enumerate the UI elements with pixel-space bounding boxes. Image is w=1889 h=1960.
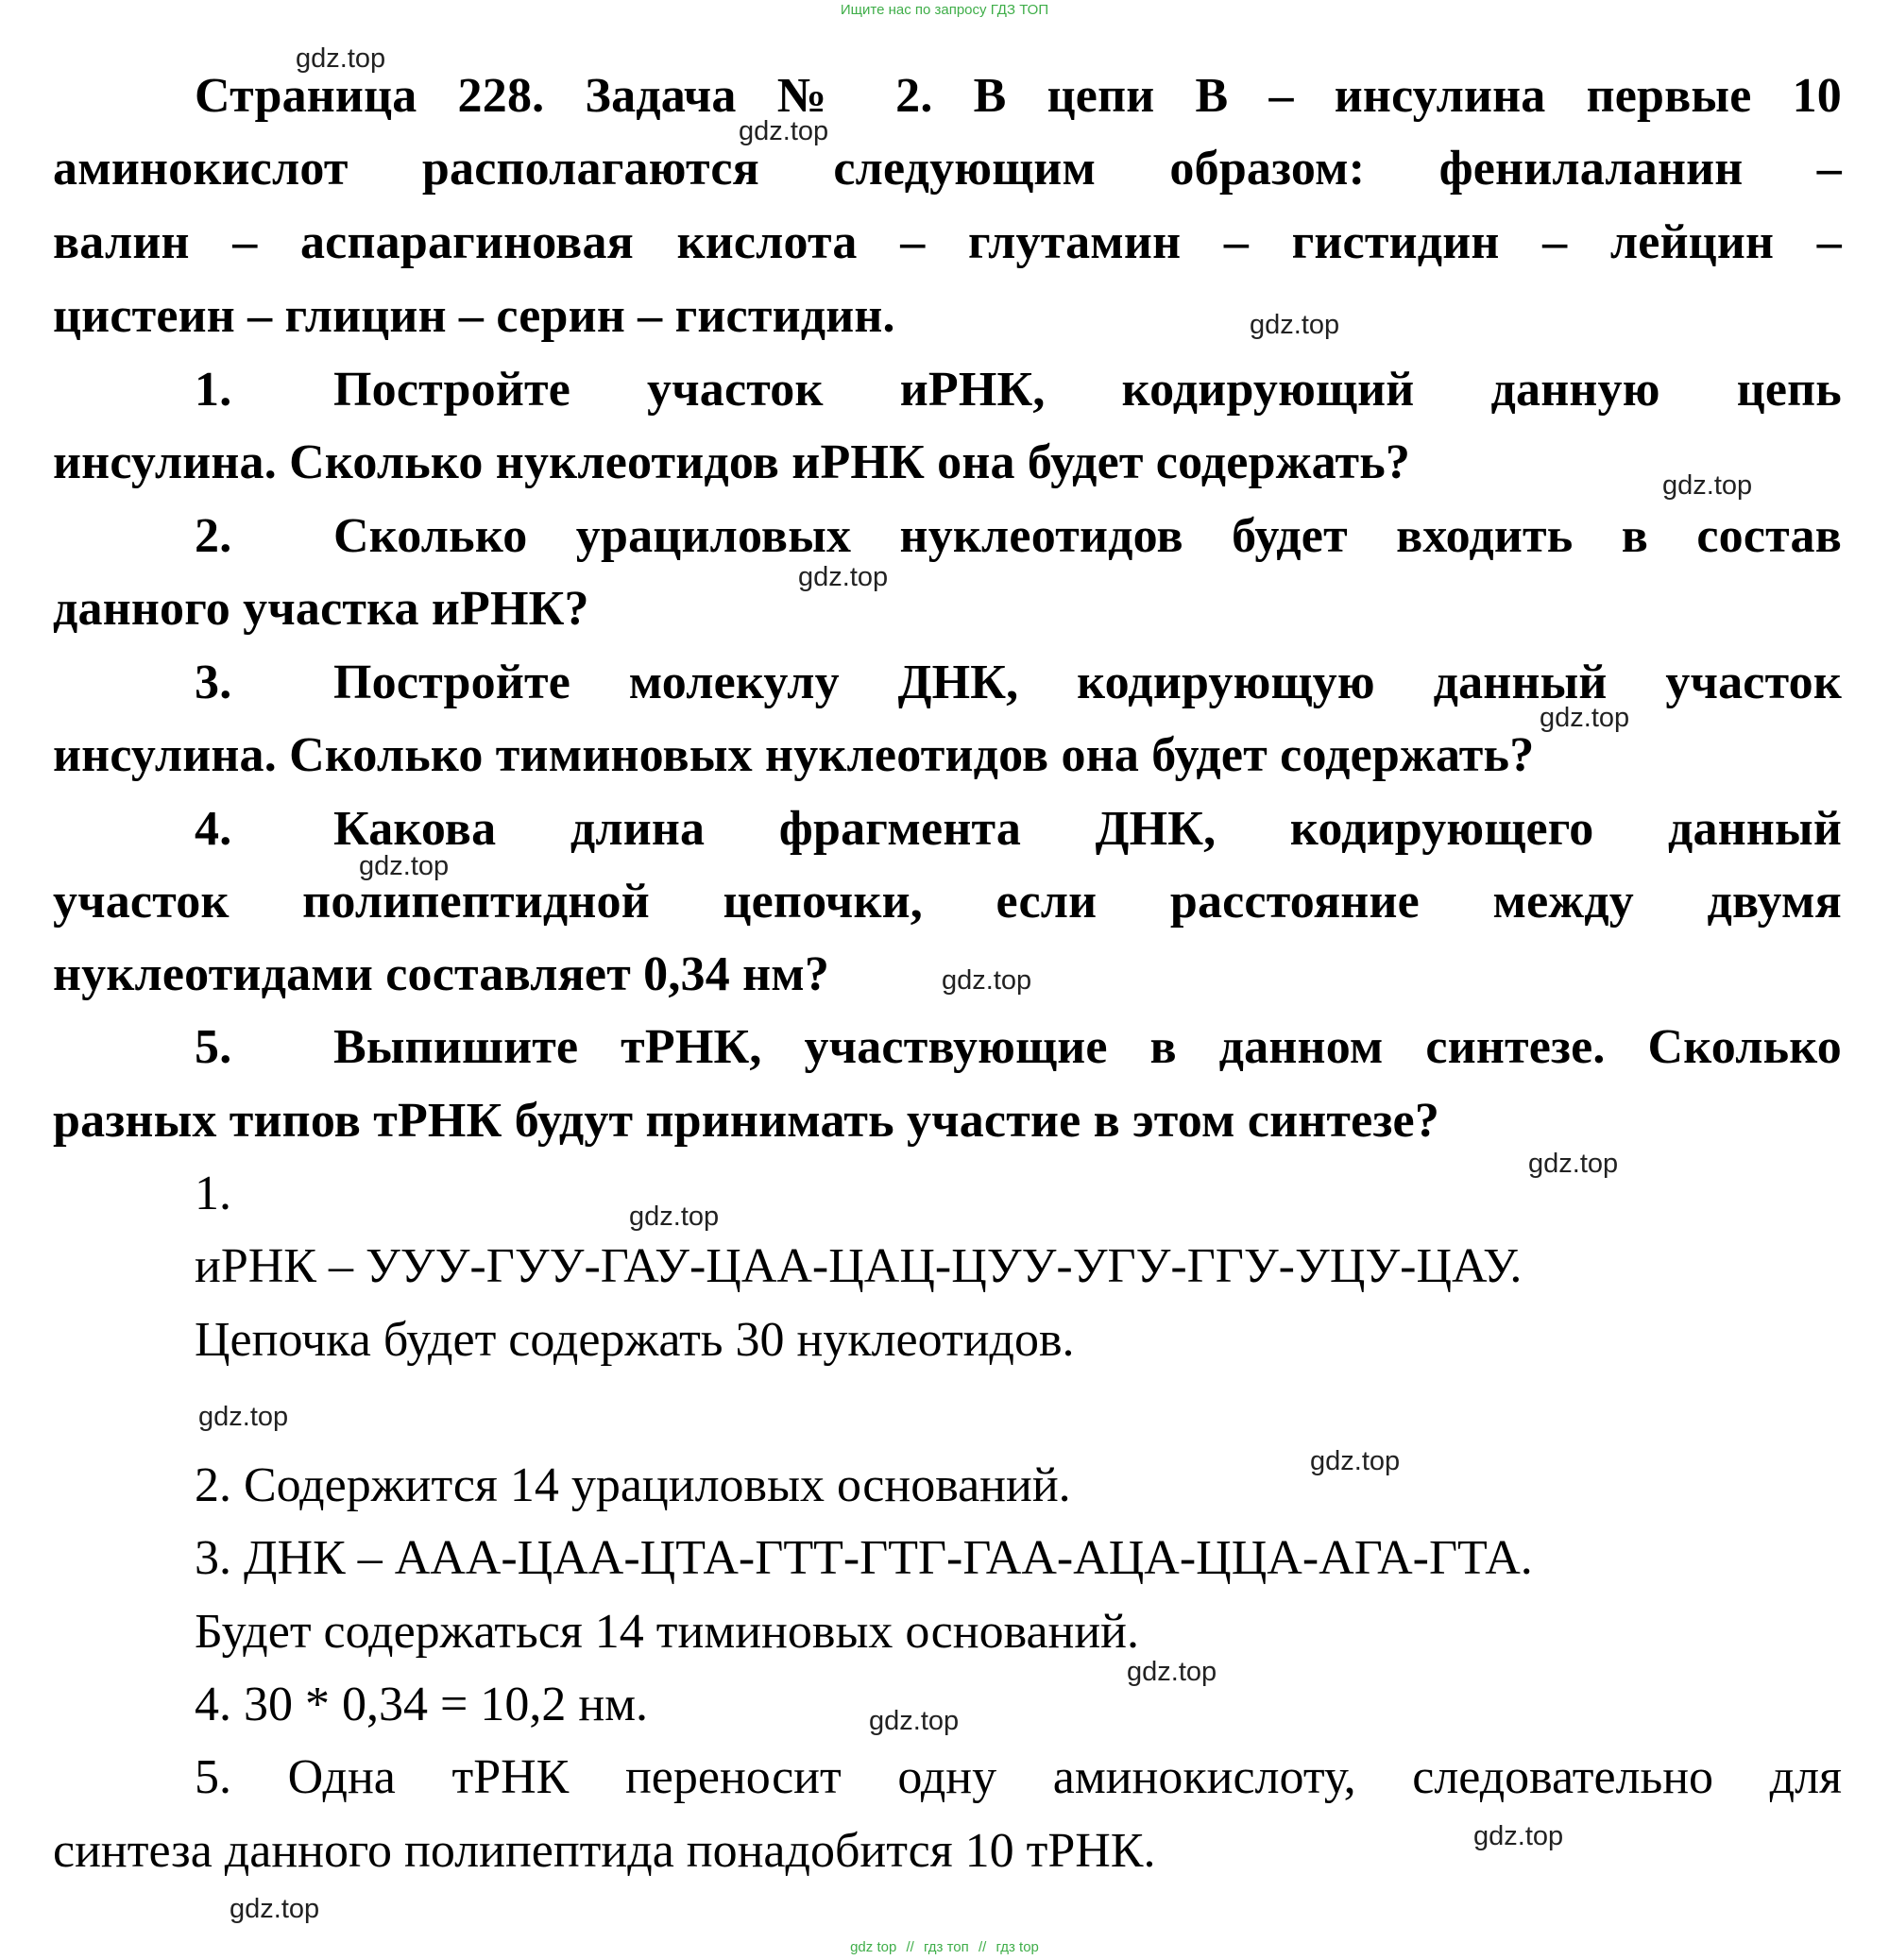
task-line-1: Страница 228. Задача № 2. В цепи В – инсулина первые 10: [195, 69, 1842, 123]
q4-number: 4.: [195, 802, 232, 856]
watermark: gdz.top: [739, 116, 829, 146]
footer-link-2[interactable]: гдз топ: [924, 1939, 969, 1955]
search-banner: Ищите нас по запросу ГДЗ ТОП: [840, 2, 1049, 18]
task-line-3: валин – аспарагиновая кислота – глутамин – гистидин – лейцин –: [53, 215, 1842, 269]
footer-sep: //: [978, 1939, 987, 1955]
watermark: gdz.top: [198, 1402, 289, 1432]
q4-line-1: Какова длина фрагмента ДНК, кодирующего данный: [333, 802, 1842, 856]
watermark: gdz.top: [1528, 1149, 1619, 1179]
watermark: gdz.top: [942, 965, 1032, 996]
q5-line-1: Выпишите тРНК, участвующие в данном синтезе. Сколько: [333, 1020, 1842, 1074]
answer-2: 2. Содержится 14 урациловых оснований.: [195, 1458, 1071, 1512]
footer: [0, 1938, 1889, 1957]
task-line-4: цистеин – глицин – серин – гистидин.: [53, 289, 895, 343]
q5-line-2: разных типов тРНК будут принимать участие в этом синтезе?: [53, 1094, 1440, 1148]
q2-line-1: Сколько урациловых нуклеотидов будет входить в состав: [333, 509, 1842, 563]
watermark: gdz.top: [798, 562, 889, 592]
q3-line-2: инсулина. Сколько тиминовых нуклеотидов она будет содержать?: [53, 728, 1535, 782]
watermark: gdz.top: [296, 43, 386, 74]
q3-number: 3.: [195, 656, 232, 709]
answer-3-line-1: 3. ДНК – ААА-ЦАА-ЦТА-ГТТ-ГТГ-ГАА-АЦА-ЦЦА-АГА-ГТА.: [195, 1531, 1533, 1585]
q4-line-3: нуклеотидами составляет 0,34 нм?: [53, 947, 830, 1001]
footer-link-3[interactable]: гдз top: [996, 1939, 1039, 1955]
answer-1-number: 1.: [195, 1167, 231, 1220]
answer-3-line-2: Будет содержаться 14 тиминовых оснований.: [195, 1605, 1140, 1659]
watermark: gdz.top: [1662, 470, 1753, 501]
answer-1-line-2: Цепочка будет содержать 30 нуклеотидов.: [195, 1313, 1075, 1367]
watermark: gdz.top: [359, 851, 450, 881]
answer-4: 4. 30 * 0,34 = 10,2 нм.: [195, 1678, 649, 1731]
watermark: gdz.top: [1310, 1446, 1401, 1476]
answer-5-line-1: 5. Одна тРНК переносит одну аминокислоту, следовательно для: [195, 1750, 1842, 1804]
watermark: gdz.top: [869, 1706, 960, 1736]
q1-line-2: инсулина. Сколько нуклеотидов иРНК она будет содержать?: [53, 435, 1411, 489]
footer-sep: //: [906, 1939, 914, 1955]
q2-number: 2.: [195, 509, 232, 563]
footer-link-1[interactable]: gdz top: [850, 1939, 897, 1955]
watermark: gdz.top: [1250, 310, 1340, 340]
task-line-2: аминокислот располагаются следующим образом: фенилаланин –: [53, 142, 1842, 196]
watermark: gdz.top: [629, 1202, 720, 1232]
watermark: gdz.top: [1127, 1657, 1217, 1687]
watermark: gdz.top: [1540, 703, 1630, 733]
watermark: gdz.top: [1473, 1821, 1564, 1851]
answer-1-line-1: иРНК – УУУ-ГУУ-ГАУ-ЦАА-ЦАЦ-ЦУУ-УГУ-ГГУ-УЦУ-ЦАУ.: [195, 1239, 1523, 1293]
q5-number: 5.: [195, 1020, 232, 1074]
q2-line-2: данного участка иРНК?: [53, 582, 589, 636]
q1-line-1: Постройте участок иРНК, кодирующий данную цепь: [333, 363, 1842, 417]
q1-number: 1.: [195, 363, 232, 417]
q3-line-1: Постройте молекулу ДНК, кодирующую данный участок: [333, 656, 1842, 709]
q4-line-2: участок полипептидной цепочки, если расстояние между двумя: [53, 875, 1842, 929]
watermark: gdz.top: [230, 1894, 320, 1924]
answer-5-line-2: синтеза данного полипептида понадобится 10 тРНК.: [53, 1824, 1156, 1878]
